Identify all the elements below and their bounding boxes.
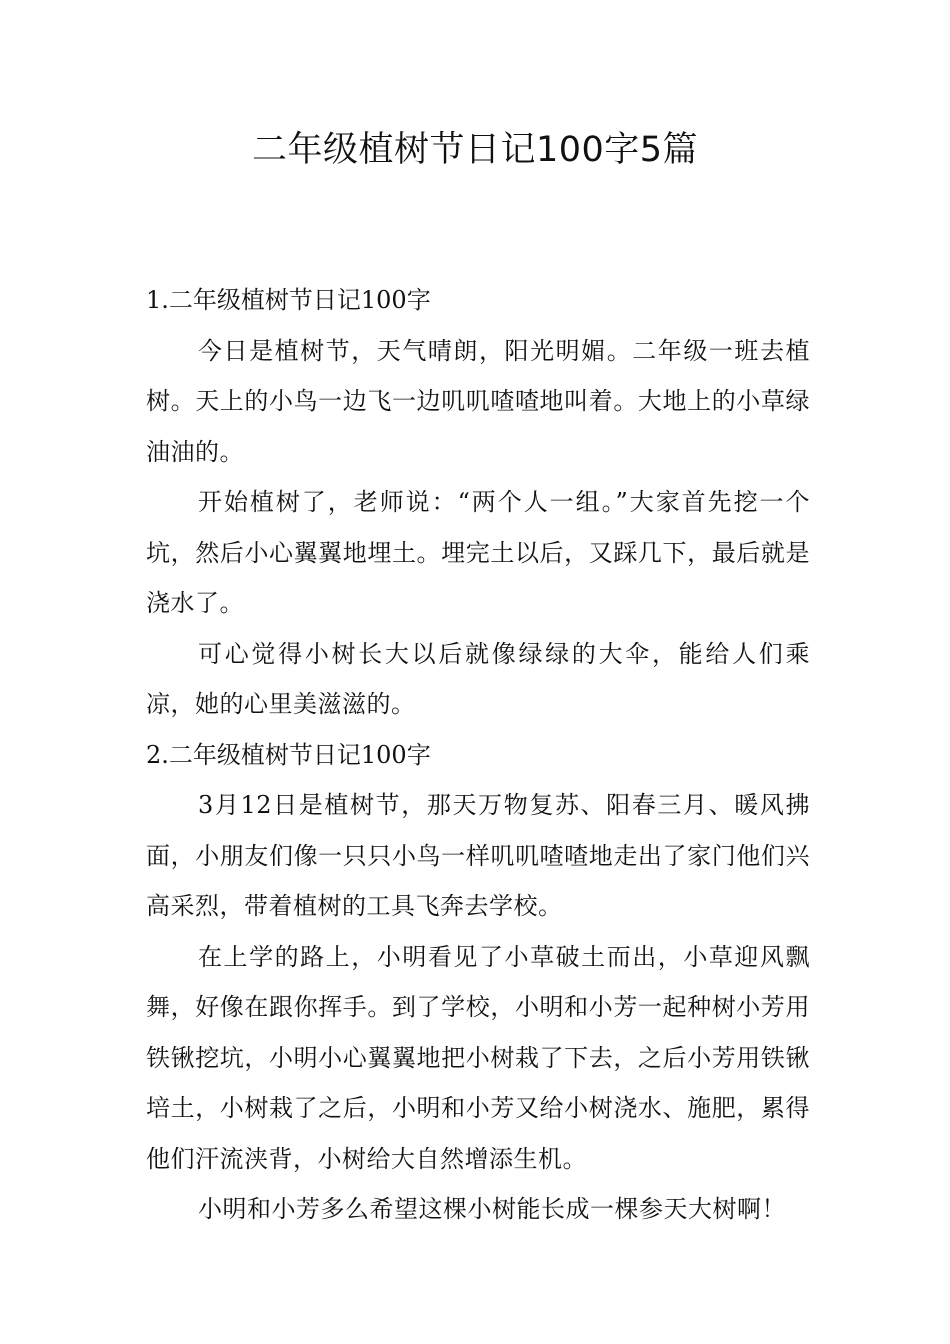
section-heading: 1.二年级植树节日记100字 [146,286,431,314]
section-2 [146,730,810,1235]
section-heading: 2.二年级植树节日记100字 [146,740,431,769]
paragraph: 3月12日是植树节，那天万物复苏、阳春三月、暖风拂面，小朋友们像一只只小鸟一样叽叽喳喳地走出了家门他们兴高采烈，带着植树的工具飞奔去学校。 [146,791,810,920]
paragraph: 今日是植树节，天气晴朗，阳光明媚。二年级一班去植树。天上的小鸟一边飞一边叽叽喳喳地叫着。大地上的小草绿油油的。 [146,336,810,466]
section-1 [146,275,810,730]
paragraph: 开始植树了，老师说：“两个人一组。”大家首先挖一个坑，然后小心翼翼地埋土。埋完土以后，又踩几下，最后就是浇水了。 [146,488,810,617]
paragraph: 在上学的路上，小明看见了小草破土而出，小草迎风飘舞，好像在跟你挥手。到了学校，小明和小芳一起种树小芳用铁锹挖坑，小明小心翼翼地把小树栽了下去，之后小芳用铁锹培土，小树栽了之后，小明和小芳又给小树浇水、施肥，累得他们汗流浃背，小树给大自然增添生机。 [146,942,810,1173]
document-title: 二年级植树节日记100字5篇 [251,130,699,170]
paragraph: 小明和小芳多么希望这棵小树能长成一棵参天大树啊！ [198,1195,786,1223]
paragraph: 可心觉得小树长大以后就像绿绿的大伞，能给人们乘凉，她的心里美滋滋的。 [146,639,810,718]
document-body [146,275,810,1235]
